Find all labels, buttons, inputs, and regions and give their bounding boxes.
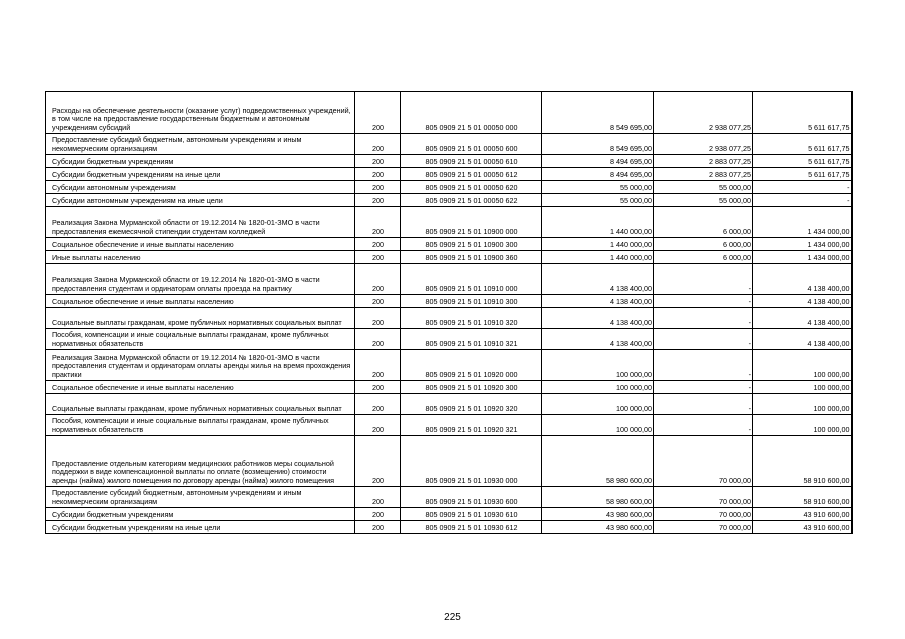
row-kbk: 805 0909 21 5 01 00050 622 (401, 194, 542, 207)
row-code: 200 (355, 251, 401, 264)
row-code: 200 (355, 436, 401, 487)
row-approved: 1 440 000,00 (542, 207, 654, 238)
row-remaining: 5 611 617,75 (753, 92, 852, 134)
row-code: 200 (355, 329, 401, 350)
table-row (46, 207, 852, 238)
row-approved: 100 000,00 (542, 350, 654, 381)
row-code: 200 (355, 308, 401, 329)
row-remaining: 1 434 000,00 (753, 238, 852, 251)
row-approved: 55 000,00 (542, 194, 654, 207)
row-code: 200 (355, 194, 401, 207)
row-executed: 6 000,00 (654, 207, 753, 238)
row-code: 200 (355, 350, 401, 381)
row-approved: 100 000,00 (542, 381, 654, 394)
row-code: 200 (355, 134, 401, 155)
row-approved: 8 549 695,00 (542, 134, 654, 155)
table-row (46, 134, 852, 155)
table-row (46, 264, 852, 295)
row-code: 200 (355, 92, 401, 134)
row-code: 200 (355, 521, 401, 534)
row-executed: 70 000,00 (654, 487, 753, 508)
row-kbk: 805 0909 21 5 01 00050 610 (401, 155, 542, 168)
row-kbk: 805 0909 21 5 01 10930 612 (401, 521, 542, 534)
budget-table-body (46, 92, 852, 534)
row-name: Субсидии бюджетным учреждениям на иные цели (46, 168, 355, 181)
row-name: Социальные выплаты гражданам, кроме публичных нормативных социальных выплат (46, 308, 355, 329)
row-kbk: 805 0909 21 5 01 10910 320 (401, 308, 542, 329)
row-remaining: - (753, 194, 852, 207)
table-row (46, 308, 852, 329)
table-row (46, 381, 852, 394)
row-approved: 4 138 400,00 (542, 295, 654, 308)
row-remaining: 43 910 600,00 (753, 508, 852, 521)
row-executed: - (654, 394, 753, 415)
row-approved: 55 000,00 (542, 181, 654, 194)
row-kbk: 805 0909 21 5 01 10900 360 (401, 251, 542, 264)
row-kbk: 805 0909 21 5 01 10930 610 (401, 508, 542, 521)
row-executed: 55 000,00 (654, 194, 753, 207)
row-name: Субсидии бюджетным учреждениям (46, 508, 355, 521)
table-row (46, 194, 852, 207)
row-executed: 70 000,00 (654, 436, 753, 487)
table-row (46, 415, 852, 436)
row-executed: - (654, 295, 753, 308)
row-executed: 70 000,00 (654, 521, 753, 534)
row-code: 200 (355, 415, 401, 436)
row-remaining: - (753, 181, 852, 194)
row-executed: 70 000,00 (654, 508, 753, 521)
row-approved: 43 980 600,00 (542, 508, 654, 521)
table-row (46, 295, 852, 308)
row-code: 200 (355, 394, 401, 415)
table-row (46, 329, 852, 350)
row-executed: 6 000,00 (654, 251, 753, 264)
row-executed: - (654, 415, 753, 436)
row-name: Субсидии бюджетным учреждениям на иные цели (46, 521, 355, 534)
row-name: Субсидии бюджетным учреждениям (46, 155, 355, 168)
row-approved: 100 000,00 (542, 394, 654, 415)
page-number: 225 (444, 612, 461, 623)
row-approved: 8 549 695,00 (542, 92, 654, 134)
row-executed: - (654, 264, 753, 295)
row-kbk: 805 0909 21 5 01 10900 300 (401, 238, 542, 251)
row-kbk: 805 0909 21 5 01 10930 600 (401, 487, 542, 508)
row-approved: 58 980 600,00 (542, 487, 654, 508)
row-kbk: 805 0909 21 5 01 00050 600 (401, 134, 542, 155)
row-approved: 100 000,00 (542, 415, 654, 436)
row-kbk: 805 0909 21 5 01 00050 000 (401, 92, 542, 134)
row-executed: 55 000,00 (654, 181, 753, 194)
row-remaining: 5 611 617,75 (753, 168, 852, 181)
row-executed: - (654, 350, 753, 381)
table-row (46, 92, 852, 134)
row-remaining: 58 910 600,00 (753, 487, 852, 508)
row-code: 200 (355, 181, 401, 194)
row-name: Расходы на обеспечение деятельности (оказание услуг) подведомственных учреждений, в том числе на предоставление государственным бюджетным и автономным учреждениям субсидий (46, 92, 355, 134)
row-code: 200 (355, 295, 401, 308)
row-approved: 8 494 695,00 (542, 155, 654, 168)
row-code: 200 (355, 508, 401, 521)
table-row (46, 181, 852, 194)
row-executed: 2 883 077,25 (654, 155, 753, 168)
row-name: Иные выплаты населению (46, 251, 355, 264)
row-code: 200 (355, 487, 401, 508)
row-name: Социальное обеспечение и иные выплаты населению (46, 295, 355, 308)
row-remaining: 4 138 400,00 (753, 329, 852, 350)
row-remaining: 100 000,00 (753, 350, 852, 381)
row-executed: 2 883 077,25 (654, 168, 753, 181)
row-remaining: 100 000,00 (753, 394, 852, 415)
row-name: Реализация Закона Мурманской области от 19.12.2014 № 1820-01-ЗМО в части предоставления студентам и ординаторам оплаты проезда на практику (46, 264, 355, 295)
row-remaining: 100 000,00 (753, 415, 852, 436)
row-executed: - (654, 329, 753, 350)
row-code: 200 (355, 207, 401, 238)
row-remaining: 5 611 617,75 (753, 155, 852, 168)
row-name: Предоставление субсидий бюджетным, автономным учреждениям и иным некоммерческим организациям (46, 487, 355, 508)
row-name: Субсидии автономным учреждениям (46, 181, 355, 194)
row-name: Социальные выплаты гражданам, кроме публичных нормативных социальных выплат (46, 394, 355, 415)
row-approved: 1 440 000,00 (542, 238, 654, 251)
row-remaining: 58 910 600,00 (753, 436, 852, 487)
table-row (46, 436, 852, 487)
row-remaining: 1 434 000,00 (753, 251, 852, 264)
row-remaining: 4 138 400,00 (753, 295, 852, 308)
row-name: Пособия, компенсации и иные социальные выплаты гражданам, кроме публичных нормативных обязательств (46, 415, 355, 436)
row-approved: 4 138 400,00 (542, 264, 654, 295)
row-name: Реализация Закона Мурманской области от 19.12.2014 № 1820-01-ЗМО в части предоставления студентам и ординаторам оплаты аренды жилья на время прохождения практики (46, 350, 355, 381)
row-remaining: 100 000,00 (753, 381, 852, 394)
table-row (46, 487, 852, 508)
row-remaining: 5 611 617,75 (753, 134, 852, 155)
row-name: Предоставление отдельным категориям медицинских работников меры социальной поддержки в виде компенсационной выплаты по оплате (возмещению) стоимости аренды (найма) жилого помещения по договору аренды (найма) жилого помещения (46, 436, 355, 487)
row-kbk: 805 0909 21 5 01 10900 000 (401, 207, 542, 238)
row-kbk: 805 0909 21 5 01 00050 612 (401, 168, 542, 181)
row-kbk: 805 0909 21 5 01 10910 321 (401, 329, 542, 350)
row-name: Социальное обеспечение и иные выплаты населению (46, 238, 355, 251)
table-row (46, 251, 852, 264)
table-row (46, 350, 852, 381)
row-name: Субсидии автономным учреждениям на иные цели (46, 194, 355, 207)
row-executed: - (654, 381, 753, 394)
row-kbk: 805 0909 21 5 01 10910 000 (401, 264, 542, 295)
row-approved: 4 138 400,00 (542, 329, 654, 350)
row-approved: 58 980 600,00 (542, 436, 654, 487)
row-kbk: 805 0909 21 5 01 10920 300 (401, 381, 542, 394)
row-approved: 43 980 600,00 (542, 521, 654, 534)
row-executed: 2 938 077,25 (654, 134, 753, 155)
table-row (46, 238, 852, 251)
row-code: 200 (355, 238, 401, 251)
row-name: Реализация Закона Мурманской области от 19.12.2014 № 1820-01-ЗМО в части предоставления ежемесячной стипендии студентам колледжей (46, 207, 355, 238)
row-name: Пособия, компенсации и иные социальные выплаты гражданам, кроме публичных нормативных обязательств (46, 329, 355, 350)
row-code: 200 (355, 381, 401, 394)
row-kbk: 805 0909 21 5 01 10920 320 (401, 394, 542, 415)
row-executed: - (654, 308, 753, 329)
row-executed: 6 000,00 (654, 238, 753, 251)
row-remaining: 4 138 400,00 (753, 264, 852, 295)
row-approved: 1 440 000,00 (542, 251, 654, 264)
table-row (46, 394, 852, 415)
row-remaining: 1 434 000,00 (753, 207, 852, 238)
row-kbk: 805 0909 21 5 01 10930 000 (401, 436, 542, 487)
row-code: 200 (355, 168, 401, 181)
row-code: 200 (355, 264, 401, 295)
row-executed: 2 938 077,25 (654, 92, 753, 134)
budget-table (45, 91, 853, 534)
table-row (46, 155, 852, 168)
table-row (46, 168, 852, 181)
row-kbk: 805 0909 21 5 01 00050 620 (401, 181, 542, 194)
row-code: 200 (355, 155, 401, 168)
row-approved: 8 494 695,00 (542, 168, 654, 181)
row-remaining: 43 910 600,00 (753, 521, 852, 534)
table-row (46, 521, 852, 534)
row-remaining: 4 138 400,00 (753, 308, 852, 329)
row-name: Предоставление субсидий бюджетным, автономным учреждениям и иным некоммерческим организациям (46, 134, 355, 155)
row-kbk: 805 0909 21 5 01 10910 300 (401, 295, 542, 308)
table-row (46, 508, 852, 521)
row-approved: 4 138 400,00 (542, 308, 654, 329)
row-kbk: 805 0909 21 5 01 10920 000 (401, 350, 542, 381)
row-name: Социальное обеспечение и иные выплаты населению (46, 381, 355, 394)
row-kbk: 805 0909 21 5 01 10920 321 (401, 415, 542, 436)
